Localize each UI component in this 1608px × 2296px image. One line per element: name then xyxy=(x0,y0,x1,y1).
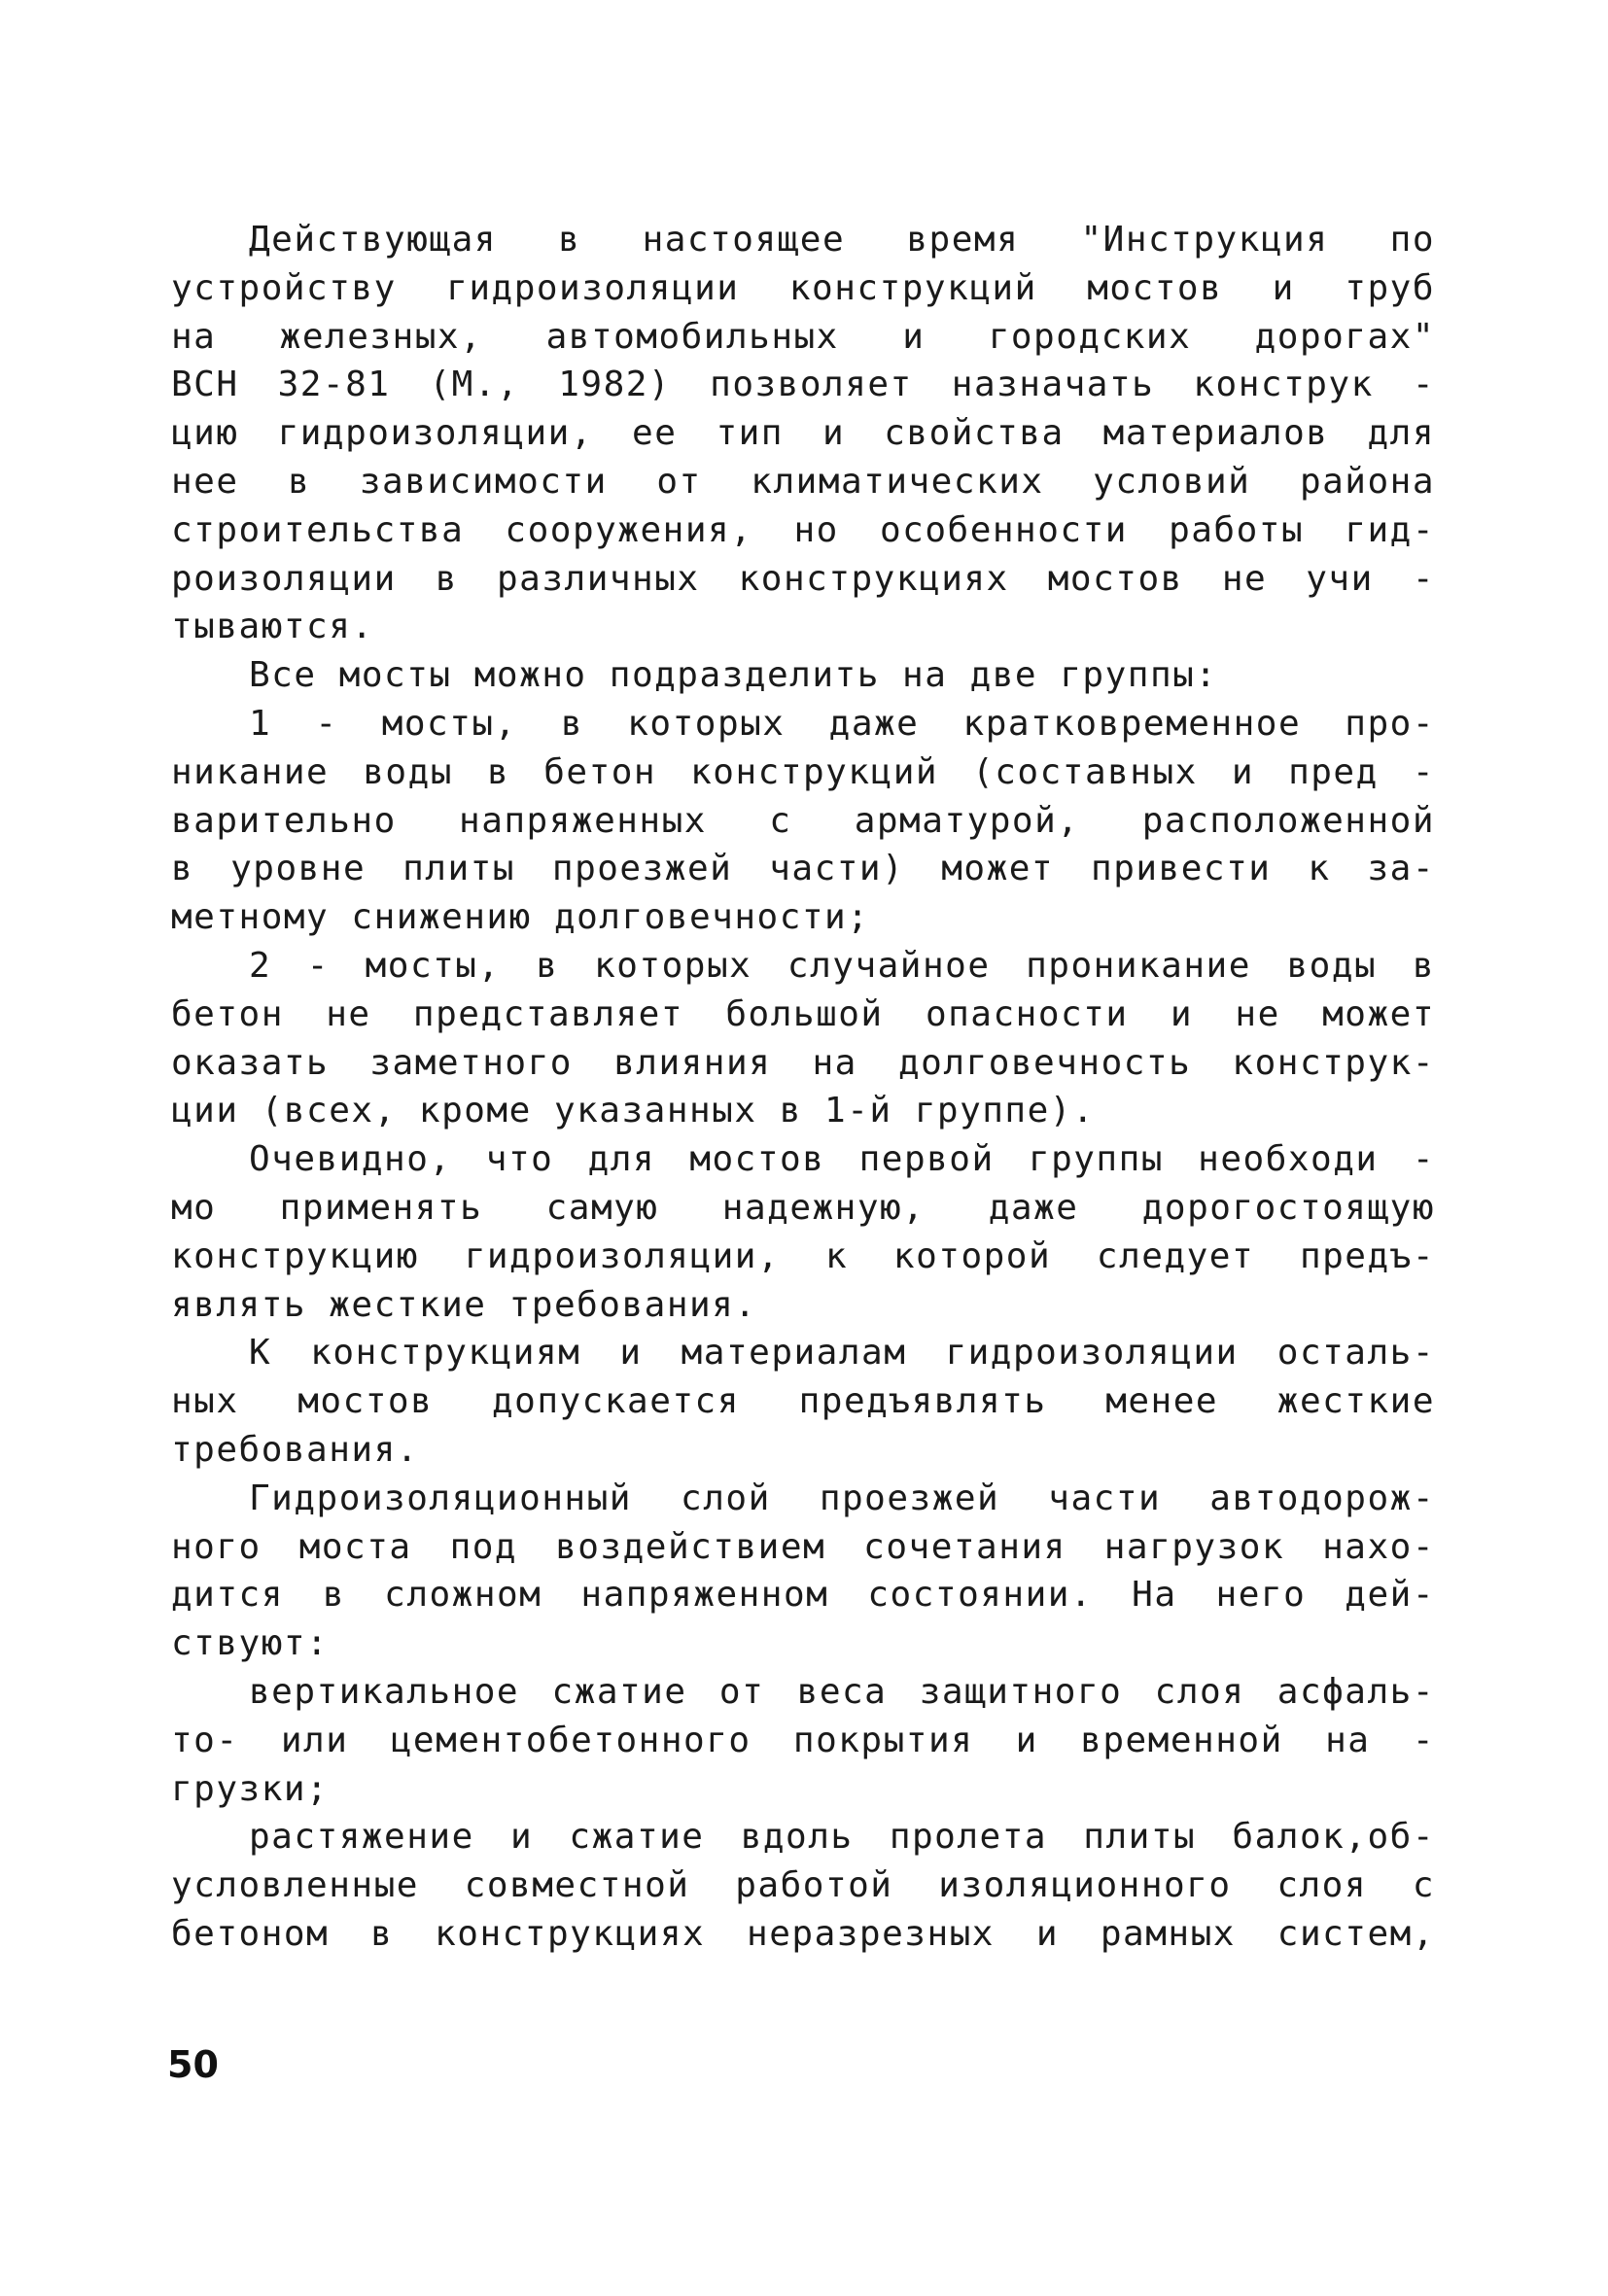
paragraph-8 xyxy=(171,1668,1435,1813)
text-line: строительства сооружения, но особенности работы гид- xyxy=(171,509,1435,550)
text-line: дится в сложном напряженном состоянии. На него дей- xyxy=(171,1575,1435,1616)
text-line: 1 - мосты, в которых даже кратковременное про- xyxy=(249,703,1435,744)
text-line: условленные совместной работой изоляционного слоя с xyxy=(171,1865,1435,1906)
text-line: грузки; xyxy=(171,1768,330,1809)
text-line: оказать заметного влияния на долговечность конструк- xyxy=(171,1042,1435,1083)
text-line: устройству гидроизоляции конструкций мостов и труб xyxy=(171,267,1435,308)
body-text xyxy=(171,216,1435,1959)
text-line: тываются. xyxy=(171,607,374,647)
text-line: метному снижению долговечности; xyxy=(171,897,870,938)
text-line: растяжение и сжатие вдоль пролета плиты балок,об- xyxy=(249,1817,1435,1858)
text-line: ции (всех, кроме указанных в 1-й группе). xyxy=(171,1091,1096,1131)
paragraph-2 xyxy=(171,651,1435,700)
text-line: бетоном в конструкциях неразрезных и рамных систем, xyxy=(171,1913,1435,1954)
text-line: вертикальное сжатие от веса защитного слоя асфаль- xyxy=(249,1671,1435,1712)
text-line: 2 - мосты, в которых случайное проникание воды в xyxy=(249,945,1435,986)
text-line: Все мосты можно подразделить на две группы: xyxy=(249,655,1218,696)
text-line: Действующая в настоящее время "Инструкция по xyxy=(249,220,1435,260)
text-line: мо применять самую надежную, даже дорогостоящую xyxy=(171,1187,1435,1228)
paragraph-6 xyxy=(171,1329,1435,1474)
text-line: нее в зависимости от климатических условий района xyxy=(171,461,1435,502)
text-line: бетон не представляет большой опасности и не может xyxy=(171,993,1435,1034)
text-line: ВСН 32-81 (М., 1982) позволяет назначать конструк - xyxy=(171,365,1435,405)
text-line: роизоляции в различных конструкциях мостов не учи - xyxy=(171,558,1435,599)
text-line: конструкцию гидроизоляции, к которой следует предъ- xyxy=(171,1235,1435,1276)
paragraph-7 xyxy=(171,1475,1435,1668)
text-line: К конструкциям и материалам гидроизоляции осталь- xyxy=(249,1333,1435,1374)
text-line: требования. xyxy=(171,1429,419,1470)
text-line: на железных, автомобильных и городских дорогах" xyxy=(171,316,1435,357)
text-line: являть жесткие требования. xyxy=(171,1284,757,1325)
paragraph-3 xyxy=(171,700,1435,942)
text-line: Очевидно, что для мостов первой группы необходи - xyxy=(249,1139,1435,1180)
text-line: ствуют: xyxy=(171,1623,330,1664)
text-line: ного моста под воздействием сочетания нагрузок нахо- xyxy=(171,1526,1435,1567)
paragraph-5 xyxy=(171,1135,1435,1329)
text-line: то- или цементобетонного покрытия и временной на - xyxy=(171,1720,1435,1760)
text-line: в уровне плиты проезжей части) может привести к за- xyxy=(171,849,1435,889)
page-number: 50 xyxy=(167,2043,219,2086)
paragraph-1 xyxy=(171,216,1435,651)
paragraph-4 xyxy=(171,942,1435,1135)
text-line: никание воды в бетон конструкций (составных и пред - xyxy=(171,751,1435,792)
text-line: варительно напряженных с арматурой, расположенной xyxy=(171,800,1435,841)
text-line: Гидроизоляционный слой проезжей части автодорож- xyxy=(249,1478,1435,1518)
paragraph-9 xyxy=(171,1813,1435,1958)
text-line: цию гидроизоляции, ее тип и свойства материалов для xyxy=(171,413,1435,454)
text-line: ных мостов допускается предъявлять менее жесткие xyxy=(171,1381,1435,1422)
